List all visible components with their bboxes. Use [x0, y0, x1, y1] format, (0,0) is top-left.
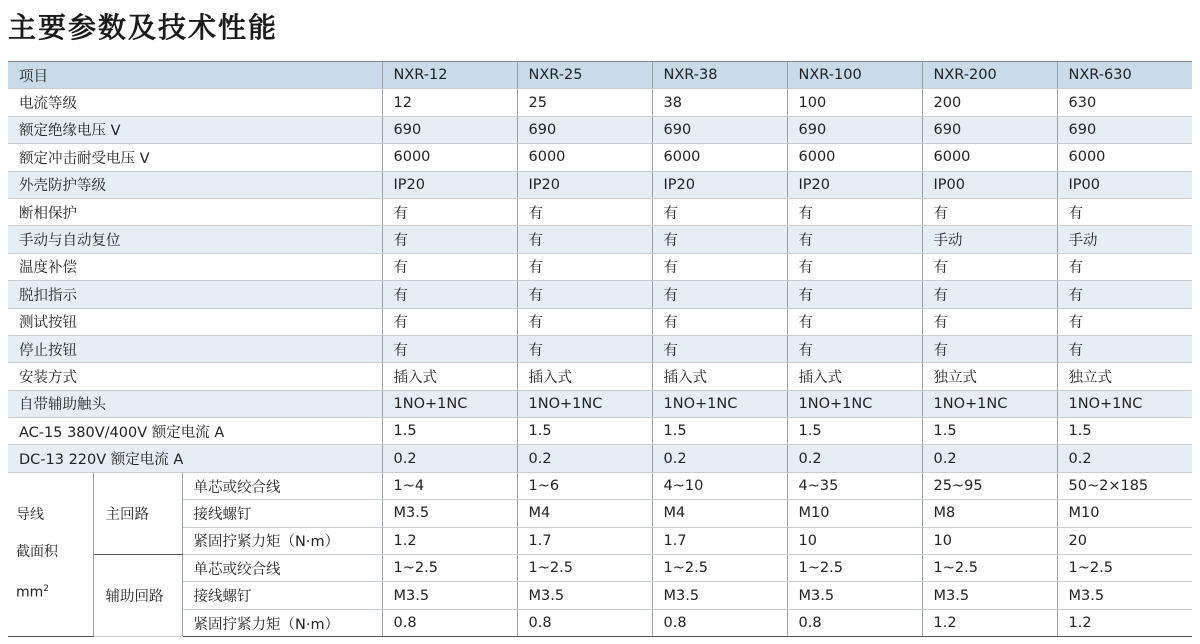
table-row: [8, 198, 1192, 225]
value-cell: 独立式: [922, 363, 1057, 390]
value-cell: 6000: [922, 144, 1057, 171]
wire-sub-label: 紧固拧紧力矩（N·m）: [182, 609, 382, 636]
header-cell: 项目: [8, 62, 382, 89]
value-cell: 4~10: [652, 472, 787, 499]
header-cell: NXR-25: [517, 62, 652, 89]
value-cell: 有: [1057, 253, 1192, 280]
row-label: 测试按钮: [8, 308, 382, 335]
value-cell: 1.2: [382, 527, 517, 554]
row-label: 脱扣指示: [8, 281, 382, 308]
value-cell: 1.5: [787, 418, 922, 445]
value-cell: M10: [1057, 500, 1192, 527]
header-cell: NXR-630: [1057, 62, 1192, 89]
value-cell: 100: [787, 89, 922, 116]
value-cell: 有: [922, 198, 1057, 225]
value-cell: 1.5: [1057, 418, 1192, 445]
value-cell: 有: [787, 281, 922, 308]
wire-label-line1: 导线: [16, 507, 44, 524]
value-cell: 1~2.5: [787, 555, 922, 582]
wire-group-label: 主回路: [93, 472, 182, 554]
value-cell: 12: [382, 89, 517, 116]
value-cell: 6000: [787, 144, 922, 171]
value-cell: 1.5: [517, 418, 652, 445]
table-row: [8, 445, 1192, 472]
value-cell: 10: [787, 527, 922, 554]
table-row: [8, 253, 1192, 280]
value-cell: 手动: [1057, 226, 1192, 253]
value-cell: 1~2.5: [1057, 555, 1192, 582]
value-cell: 25~95: [922, 472, 1057, 499]
value-cell: 有: [652, 198, 787, 225]
value-cell: 插入式: [517, 363, 652, 390]
value-cell: 有: [382, 281, 517, 308]
value-cell: 1.5: [652, 418, 787, 445]
value-cell: 有: [1057, 308, 1192, 335]
wire-sub-label: 单芯或绞合线: [182, 555, 382, 582]
wire-row: [8, 472, 1192, 499]
wire-sub-label: 接线螺钉: [182, 500, 382, 527]
value-cell: 1~2.5: [382, 555, 517, 582]
value-cell: 独立式: [1057, 363, 1192, 390]
value-cell: 有: [1057, 335, 1192, 362]
value-cell: 690: [382, 116, 517, 143]
value-cell: 25: [517, 89, 652, 116]
table-row: [8, 226, 1192, 253]
wire-row: [8, 582, 1192, 609]
value-cell: 1.2: [1057, 609, 1192, 636]
value-cell: 插入式: [382, 363, 517, 390]
header-cell: NXR-100: [787, 62, 922, 89]
value-cell: M3.5: [1057, 582, 1192, 609]
value-cell: 6000: [652, 144, 787, 171]
row-label: 额定冲击耐受电压 V: [8, 144, 382, 171]
value-cell: 有: [1057, 281, 1192, 308]
wire-group-label: 辅助回路: [93, 555, 182, 637]
value-cell: 有: [382, 253, 517, 280]
row-label: DC-13 220V 额定电流 A: [8, 445, 382, 472]
wire-label-sup: 2: [43, 584, 50, 595]
value-cell: IP20: [382, 171, 517, 198]
value-cell: 有: [787, 198, 922, 225]
row-label: 外壳防护等级: [8, 171, 382, 198]
value-cell: M3.5: [517, 582, 652, 609]
header-cell: NXR-38: [652, 62, 787, 89]
value-cell: 690: [922, 116, 1057, 143]
table-row: [8, 281, 1192, 308]
value-cell: 有: [517, 198, 652, 225]
value-cell: 1.7: [517, 527, 652, 554]
wire-row: [8, 500, 1192, 527]
value-cell: 0.2: [517, 445, 652, 472]
page-title: 主要参数及技术性能: [8, 11, 279, 44]
value-cell: 有: [787, 335, 922, 362]
value-cell: 有: [517, 281, 652, 308]
value-cell: 1NO+1NC: [787, 390, 922, 417]
value-cell: 有: [517, 308, 652, 335]
value-cell: 1NO+1NC: [652, 390, 787, 417]
spec-table: [8, 61, 1192, 637]
value-cell: 1.5: [922, 418, 1057, 445]
value-cell: 有: [652, 308, 787, 335]
value-cell: 有: [652, 335, 787, 362]
value-cell: 有: [382, 226, 517, 253]
row-label: 安装方式: [8, 363, 382, 390]
table-row: [8, 308, 1192, 335]
value-cell: M4: [517, 500, 652, 527]
value-cell: 插入式: [652, 363, 787, 390]
row-label: 温度补偿: [8, 253, 382, 280]
value-cell: 0.2: [382, 445, 517, 472]
value-cell: 6000: [1057, 144, 1192, 171]
value-cell: 手动: [922, 226, 1057, 253]
value-cell: 有: [787, 308, 922, 335]
value-cell: M3.5: [652, 582, 787, 609]
row-label: 断相保护: [8, 198, 382, 225]
row-label: 手动与自动复位: [8, 226, 382, 253]
value-cell: 1~2.5: [922, 555, 1057, 582]
wire-row: [8, 527, 1192, 554]
value-cell: 0.2: [1057, 445, 1192, 472]
value-cell: 1.7: [652, 527, 787, 554]
value-cell: M3.5: [787, 582, 922, 609]
value-cell: 10: [922, 527, 1057, 554]
value-cell: 有: [1057, 198, 1192, 225]
wire-sub-label: 接线螺钉: [182, 582, 382, 609]
row-label: 自带辅助触头: [8, 390, 382, 417]
wire-label-line2: 截面积: [16, 544, 58, 561]
value-cell: 0.8: [652, 609, 787, 636]
value-cell: M3.5: [382, 500, 517, 527]
value-cell: 1~2.5: [652, 555, 787, 582]
table-header-row: [8, 62, 1192, 89]
wire-section-label: [8, 472, 93, 636]
value-cell: IP20: [787, 171, 922, 198]
value-cell: 1~2.5: [517, 555, 652, 582]
wire-label-unit-wrap: [16, 576, 93, 607]
value-cell: 有: [922, 253, 1057, 280]
value-cell: 有: [382, 198, 517, 225]
table-row: [8, 418, 1192, 445]
value-cell: 690: [517, 116, 652, 143]
value-cell: IP20: [517, 171, 652, 198]
value-cell: 0.2: [652, 445, 787, 472]
value-cell: 630: [1057, 89, 1192, 116]
value-cell: 1.5: [382, 418, 517, 445]
value-cell: 有: [517, 253, 652, 280]
wire-sub-label: 单芯或绞合线: [182, 472, 382, 499]
table-row: [8, 390, 1192, 417]
value-cell: 1NO+1NC: [922, 390, 1057, 417]
value-cell: 1NO+1NC: [382, 390, 517, 417]
value-cell: 0.8: [787, 609, 922, 636]
table-row: [8, 363, 1192, 390]
wire-label-unit: mm: [16, 584, 44, 601]
value-cell: M8: [922, 500, 1057, 527]
table-row: [8, 144, 1192, 171]
value-cell: 0.8: [382, 609, 517, 636]
value-cell: M3.5: [382, 582, 517, 609]
value-cell: 6000: [517, 144, 652, 171]
value-cell: M3.5: [922, 582, 1057, 609]
value-cell: 50~2×185: [1057, 472, 1192, 499]
value-cell: 有: [517, 335, 652, 362]
value-cell: 1NO+1NC: [1057, 390, 1192, 417]
value-cell: 有: [787, 253, 922, 280]
value-cell: 有: [652, 253, 787, 280]
value-cell: 690: [652, 116, 787, 143]
value-cell: 0.8: [517, 609, 652, 636]
row-label: AC-15 380V/400V 额定电流 A: [8, 418, 382, 445]
value-cell: 有: [922, 335, 1057, 362]
value-cell: 690: [787, 116, 922, 143]
value-cell: M10: [787, 500, 922, 527]
value-cell: 有: [652, 226, 787, 253]
wire-row: [8, 609, 1192, 636]
table-row: [8, 89, 1192, 116]
header-cell: NXR-12: [382, 62, 517, 89]
value-cell: 200: [922, 89, 1057, 116]
row-label: 电流等级: [8, 89, 382, 116]
table-row: [8, 335, 1192, 362]
value-cell: IP00: [1057, 171, 1192, 198]
value-cell: 0.2: [922, 445, 1057, 472]
wire-sub-label: 紧固拧紧力矩（N·m）: [182, 527, 382, 554]
value-cell: IP20: [652, 171, 787, 198]
value-cell: 38: [652, 89, 787, 116]
value-cell: 插入式: [787, 363, 922, 390]
row-label: 停止按钮: [8, 335, 382, 362]
value-cell: 有: [922, 308, 1057, 335]
header-cell: NXR-200: [922, 62, 1057, 89]
value-cell: 0.2: [787, 445, 922, 472]
value-cell: 有: [382, 335, 517, 362]
value-cell: 1~4: [382, 472, 517, 499]
value-cell: 1.2: [922, 609, 1057, 636]
value-cell: 1NO+1NC: [517, 390, 652, 417]
value-cell: 20: [1057, 527, 1192, 554]
table-row: [8, 116, 1192, 143]
value-cell: 有: [787, 226, 922, 253]
table-row: [8, 171, 1192, 198]
wire-row: [8, 555, 1192, 582]
value-cell: IP00: [922, 171, 1057, 198]
row-label: 额定绝缘电压 V: [8, 116, 382, 143]
value-cell: 有: [922, 281, 1057, 308]
value-cell: 6000: [382, 144, 517, 171]
value-cell: 有: [517, 226, 652, 253]
value-cell: 690: [1057, 116, 1192, 143]
value-cell: 1~6: [517, 472, 652, 499]
value-cell: M4: [652, 500, 787, 527]
value-cell: 4~35: [787, 472, 922, 499]
value-cell: 有: [652, 281, 787, 308]
value-cell: 有: [382, 308, 517, 335]
